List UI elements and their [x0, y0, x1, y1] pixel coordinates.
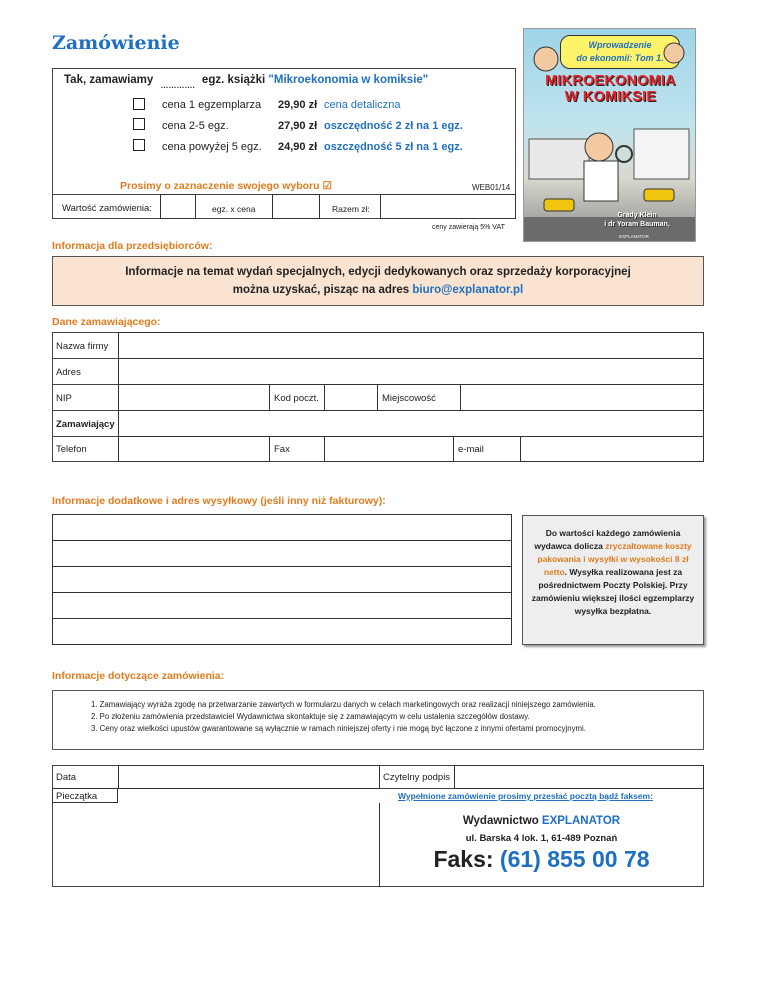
company-label: Nazwa firmy — [56, 341, 109, 352]
price-field[interactable] — [272, 194, 320, 219]
nip-field[interactable] — [118, 384, 270, 411]
option-1-price: 29,90 zł — [278, 99, 318, 111]
cover-author-1: Grady Klein — [617, 212, 657, 219]
fax-label: Fax — [274, 444, 290, 455]
quantity-dots[interactable]: …………. — [160, 81, 195, 90]
option-2-note: oszczędność 2 zł na 1 egz. — [324, 120, 463, 132]
fax-contact-label: Faks: — [433, 846, 494, 872]
terms-heading: Informacje dotyczące zamówienia: — [52, 670, 225, 682]
terms-item-1: 1. Zamawiający wyraża zgodę na przetwarzanie zawartych w formularzu danych w celach marketingowych oraz realizacji niniejszego zamówienia. — [91, 700, 596, 709]
shipping-note-part1: Do wartości każdego zamówienia wydawca dolicza — [534, 528, 681, 551]
cover-subtitle-line1: Wprowadzenie — [588, 40, 652, 50]
business-info-line2 — [53, 281, 703, 299]
email-label: e-mail — [458, 444, 484, 455]
option-3-label: cena powyżej 5 egz. — [162, 141, 262, 153]
date-label: Data — [56, 772, 77, 783]
orderer-label: Zamawiający — [56, 419, 115, 430]
option-2-price: 27,90 zł — [278, 120, 318, 132]
publisher-line — [379, 815, 704, 827]
fax-field[interactable] — [324, 436, 454, 462]
nip-label: NIP — [56, 393, 72, 404]
option-2-label: cena 2-5 egz. — [162, 120, 229, 132]
fax-contact — [379, 846, 704, 873]
total-field[interactable] — [380, 194, 516, 219]
shipping-cost-note — [522, 515, 704, 645]
cover-author-2: i dr Yoram Bauman, — [604, 221, 670, 228]
order-intro-suffix: egz. książki — [201, 74, 266, 86]
option-2-checkbox[interactable] — [133, 118, 145, 130]
business-info-line1: Informacje na temat wydań specjalnych, edycji dedykowanych oraz sprzedaży korporacyjnej — [125, 266, 631, 278]
terms-item-3: 3. Ceny oraz wielkości upustów gwarantowane są wyłącznie w ramach niniejszej oferty i nie mogą być łączone z innymi ofertami promocyjnymi. — [91, 724, 586, 733]
shipping-line-3[interactable] — [52, 566, 512, 593]
phone-field[interactable] — [118, 436, 270, 462]
address-label: Adres — [56, 367, 81, 378]
send-note: Wypełnione zamówienie prosimy przesłać pocztą bądź faksem: — [398, 791, 653, 801]
publisher-prefix: Wydawnictwo — [462, 815, 539, 827]
buyer-heading: Dane zamawiającego: — [52, 316, 161, 328]
shipping-note-part2: . Wysyłka realizowana jest za pośrednictwem Poczty Polskiej. Przy zamówieniu większej ilości egzemplarzy wysyłka bezpłatna. — [531, 567, 695, 616]
order-intro — [64, 74, 429, 90]
business-info-box — [52, 256, 704, 306]
total-label: Razem zł: — [332, 204, 370, 214]
order-intro-prefix: Tak, zamawiamy — [64, 74, 154, 86]
option-3-checkbox[interactable] — [133, 139, 145, 151]
quantity-price-label: egz. x cena — [212, 204, 256, 214]
stamp-area[interactable] — [52, 803, 379, 887]
cover-title-line1: MIKROEKONOMIA — [545, 73, 676, 89]
phone-label: Telefon — [56, 444, 87, 455]
business-info-line2-prefix: można uzyskać, pisząc na adres — [232, 284, 410, 296]
business-email-link[interactable]: biuro@explanator.pl — [412, 284, 524, 296]
cover-title-line2: W KOMIKSIE — [564, 89, 657, 105]
orderer-field[interactable] — [118, 410, 704, 437]
publisher-name: EXPLANATOR — [541, 815, 621, 827]
order-value-label: Wartość zamówienia: — [62, 203, 152, 214]
option-3-price: 24,90 zł — [278, 141, 318, 153]
date-field[interactable] — [118, 765, 380, 789]
book-cover-image — [523, 28, 696, 242]
company-field[interactable] — [118, 332, 704, 359]
signature-label: Czytelny podpis — [383, 772, 451, 783]
page-title: Zamówienie — [52, 32, 180, 54]
option-1-checkbox[interactable] — [133, 98, 145, 110]
shipping-note-highlight: zryczałtowane koszty pakowania i wysyłki w wysokości 8 zł netto — [537, 541, 692, 577]
cover-publisher: EXPLANATOR — [619, 234, 649, 239]
shipping-line-2[interactable] — [52, 540, 512, 567]
book-title: "Mikroekonomia w komiksie" — [268, 74, 429, 86]
option-1-note: cena detaliczna — [324, 99, 401, 111]
shipping-line-4[interactable] — [52, 592, 512, 619]
city-label: Miejscowość — [382, 393, 436, 404]
cover-subtitle-line2: do ekonomii: Tom 1. — [576, 53, 664, 63]
shipping-line-1[interactable] — [52, 514, 512, 541]
address-field[interactable] — [118, 358, 704, 385]
vat-note: ceny zawierają 5% VAT — [432, 224, 505, 231]
shipping-line-5[interactable] — [52, 618, 512, 645]
terms-item-2: 2. Po złożeniu zamówienia przedstawiciel Wydawnictwa skontaktuje się z zamawiającym w celu ustalenia szczegółów dostawy. — [91, 712, 530, 721]
cover-authors — [582, 211, 692, 229]
city-field[interactable] — [460, 384, 704, 411]
business-heading: Informacja dla przedsiębiorców: — [52, 240, 213, 252]
option-3-note: oszczędność 5 zł na 1 egz. — [324, 141, 463, 153]
form-code: WEB01/14 — [472, 183, 511, 192]
postcode-field[interactable] — [324, 384, 378, 411]
mark-choice-prompt: Prosimy o zaznaczenie swojego wyboru ☑ — [120, 180, 332, 192]
publisher-address: ul. Barska 4 lok. 1, 61-489 Poznań — [465, 833, 618, 844]
fax-contact-number: (61) 855 00 78 — [499, 846, 650, 872]
signature-field[interactable] — [454, 765, 704, 789]
stamp-label: Pieczątka — [56, 791, 98, 802]
email-field[interactable] — [520, 436, 704, 462]
quantity-field[interactable] — [160, 194, 196, 219]
shipping-heading: Informacje dodatkowe i adres wysyłkowy (jeśli inny niż fakturowy): — [52, 495, 386, 507]
postcode-label: Kod poczt. — [274, 393, 319, 404]
terms-box — [52, 690, 704, 750]
option-1-label: cena 1 egzemplarza — [162, 99, 262, 111]
